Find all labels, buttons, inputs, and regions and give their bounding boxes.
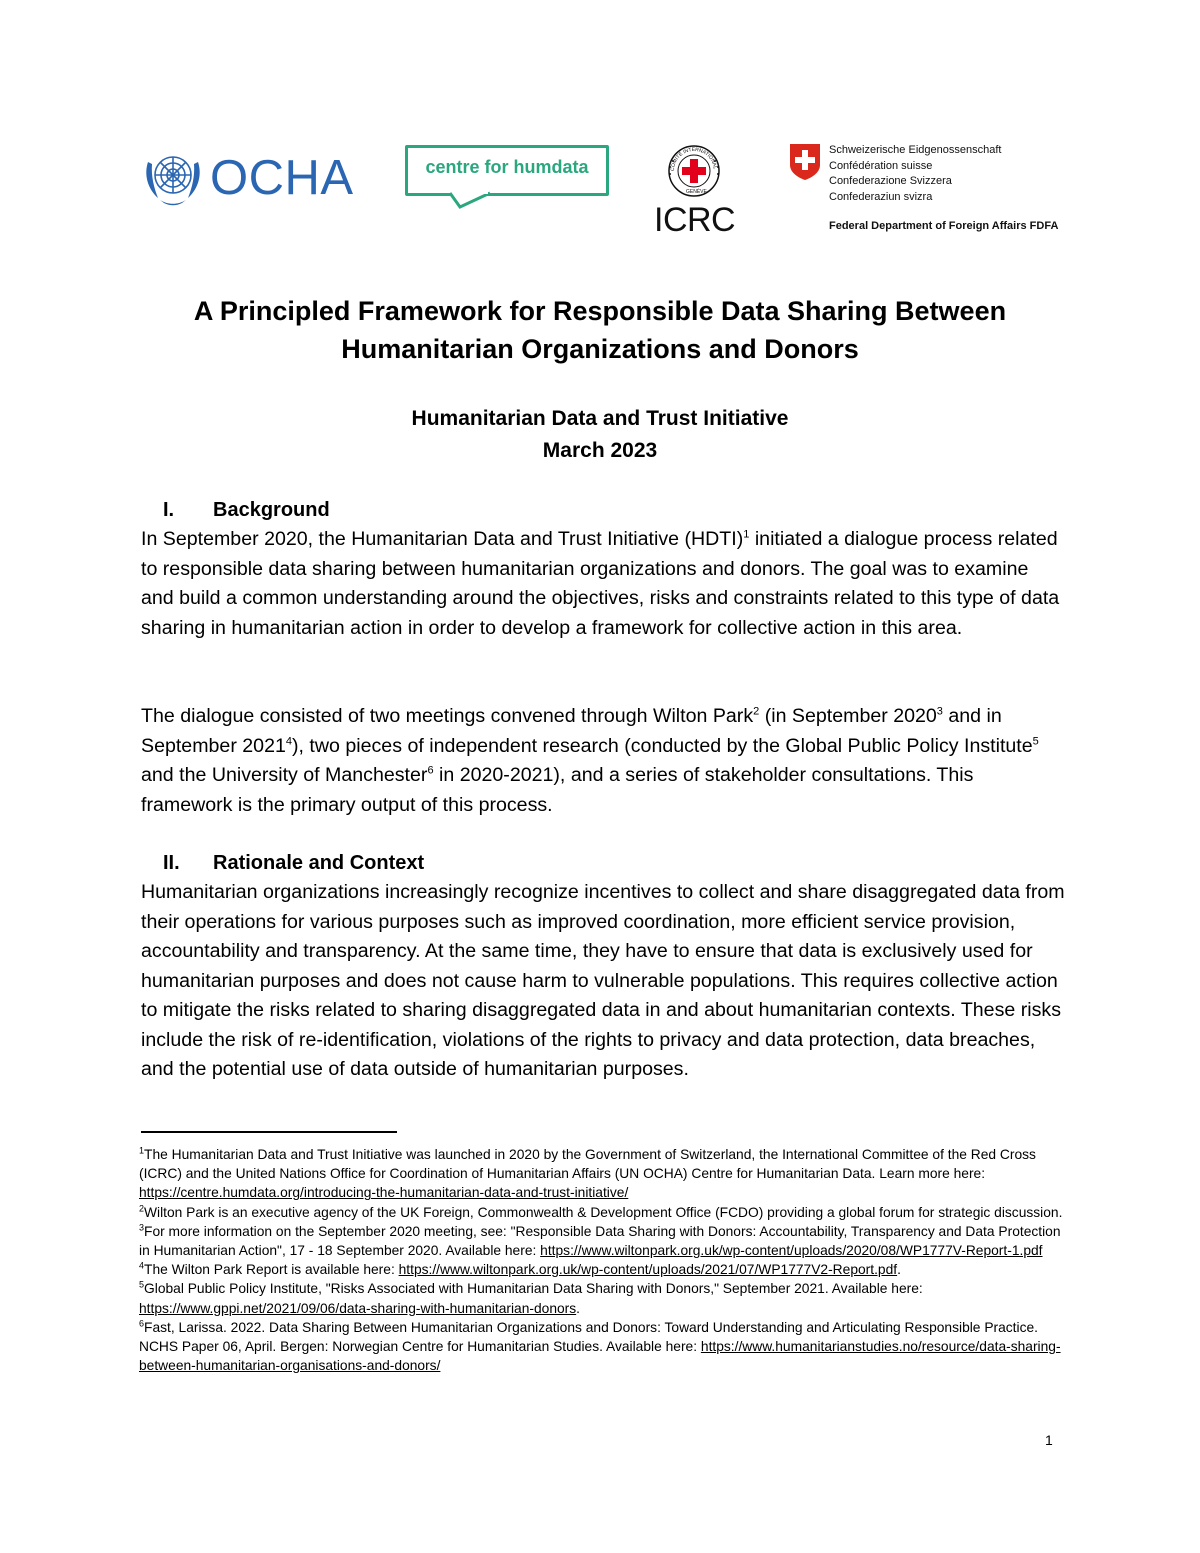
swiss-name-de: Schweizerische Eidgenossenschaft (829, 144, 1002, 156)
ocha-wordmark: OCHA (210, 151, 354, 205)
footnote-text: . (897, 1262, 901, 1278)
footnote-text: The Wilton Park Report is available here: (144, 1262, 399, 1278)
text-run: The dialogue consisted of two meetings convened through Wilton Park (141, 705, 754, 727)
footnote-link[interactable]: https://www.humanitarianstudies.no/resource/data-sharing-between-humanitarian-organisations-and-donors/ (139, 1339, 1061, 1374)
background-paragraph-2 (141, 702, 1066, 820)
footnote-number: 5 (139, 1279, 145, 1290)
footnote-text: The Humanitarian Data and Trust Initiative was launched in 2020 by the Government of Switzerland, the International Committee of the Red Cross (ICRC) and the United Nations Office for Coordination of Humanitarian Affairs (UN OCHA) Centre for Humanitarian Data. Learn more here: (139, 1147, 1036, 1182)
text-run: in 2020-2021), and a series of stakeholder consultations. This framework is the primary output of this process. (141, 764, 974, 816)
swiss-names (829, 143, 1001, 205)
footnote-link[interactable]: https://www.wiltonpark.org.uk/wp-content/uploads/2020/08/WP1777V-Report-1.pdf (540, 1243, 1043, 1259)
footnote-2 (139, 1203, 1069, 1222)
icrc-wordmark: ICRC (654, 201, 736, 239)
footnote-number: 2 (139, 1203, 145, 1214)
section-number: II. (163, 852, 180, 874)
text-run: Humanitarian organizations increasingly recognize incentives to collect and share disaggregated data from their operations for various purposes such as improved coordination, more efficient service provision, accountability and transparency. At the same time, they have to ensure that data is exclusively used for humanitarian purposes and does not cause harm to vulnerable populations. This requires collective action to mitigate the risks related to sharing disaggregated data in and about humanitarian contexts. These risks include the risk of re-identification, violations of the rights to privacy and data protection, data breaches, and the potential use of data outside of humanitarian purposes. (141, 881, 1065, 1080)
footnote-5 (139, 1279, 1069, 1317)
document-date: March 2023 (542, 439, 658, 462)
footnotes (139, 1145, 1069, 1375)
icrc-seal-icon (653, 143, 737, 203)
footnote-ref[interactable]: 4 (285, 734, 293, 747)
text-run: and in September 2021 (141, 705, 1002, 757)
footnote-ref[interactable]: 3 (936, 705, 943, 718)
text-run: ), two pieces of independent research (conducted by the Global Public Policy Institute (292, 734, 1033, 757)
humdata-logo (405, 145, 607, 209)
document-title-line-2: Humanitarian Organizations and Donors (341, 334, 859, 364)
footnote-number: 4 (139, 1260, 145, 1271)
footnote-3 (139, 1222, 1069, 1260)
footnote-text: Global Public Policy Institute, "Risks Associated with Humanitarian Data Sharing with Donors," September 2021. Available here: (144, 1281, 923, 1297)
footnote-text: . (576, 1300, 580, 1316)
text-run: and the University of Manchester (141, 764, 428, 786)
footnote-link[interactable]: https://www.gppi.net/2021/09/06/data-sharing-with-humanitarian-donors (139, 1300, 577, 1316)
rationale-paragraph-1 (141, 878, 1066, 1085)
section-number: I. (163, 499, 175, 521)
footnote-divider (141, 1131, 397, 1133)
text-run: In September 2020, the Humanitarian Data and Trust Initiative (HDTI) (141, 528, 744, 550)
swiss-fdfa-logo (789, 143, 1079, 238)
section-heading-background (163, 497, 330, 523)
section-title: Background (213, 499, 330, 521)
footnote-6 (139, 1318, 1069, 1376)
background-paragraph-1 (141, 525, 1066, 643)
text-run: initiated a dialogue process related to responsible data sharing between humanitarian organizations and donors. The goal was to examine and build a common understanding around the objectives, risks and constraints related to this type of data sharing in humanitarian action in order to develop a framework for collective action in this area. (141, 528, 1060, 639)
humdata-wordmark: centre for humdata (425, 157, 589, 177)
swiss-name-it: Confederazione Svizzera (829, 175, 952, 187)
icrc-seal-city: GENÈVE (686, 189, 707, 195)
initiative-name: Humanitarian Data and Trust Initiative (411, 407, 789, 430)
icrc-logo (653, 143, 737, 239)
section-heading-rationale (163, 850, 424, 876)
swiss-name-fr: Confédération suisse (829, 159, 933, 172)
footnote-ref[interactable]: 2 (753, 705, 760, 718)
ocha-logo (142, 148, 360, 208)
footnote-text: Wilton Park is an executive agency of the UK Foreign, Commonwealth & Development Office (FCDO) providing a global forum for strategic discussion. (144, 1204, 1063, 1220)
fdfa-name: Federal Department of Foreign Affairs FDFA (829, 220, 1059, 232)
document-subtitle (0, 403, 1200, 467)
text-run: (in September 2020 (759, 705, 937, 727)
page-number: 1 (1045, 1432, 1053, 1448)
footnote-text: Fast, Larissa. 2022. Data Sharing Between Humanitarian Organizations and Donors: Toward Understanding and Articulating Responsible Practice. NCHS Paper 06, April. Bergen: Norwegian Centre for Humanitarian Studies. Available here: (139, 1319, 1038, 1355)
footnote-number: 1 (139, 1145, 145, 1156)
footnote-ref[interactable]: 6 (427, 764, 434, 777)
footnote-number: 3 (139, 1222, 145, 1233)
speech-bubble-tail-icon (450, 191, 530, 211)
footnote-number: 6 (139, 1318, 145, 1329)
section-title: Rationale and Context (213, 852, 425, 874)
footnote-link[interactable]: https://www.wiltonpark.org.uk/wp-content/uploads/2021/07/WP1777V2-Report.pdf (398, 1262, 898, 1278)
swiss-name-rm: Confederaziun svizra (829, 190, 933, 203)
icrc-seal-text: COMITÉ INTERNATIONAL (669, 146, 718, 172)
document-title-line-1: A Principled Framework for Responsible Data Sharing Between (193, 296, 1007, 326)
footnote-ref[interactable]: 5 (1032, 734, 1039, 747)
document-title (0, 292, 1200, 368)
un-emblem-icon (142, 148, 204, 208)
footnote-ref[interactable]: 1 (743, 528, 750, 541)
footnote-4 (139, 1260, 1069, 1279)
footnote-link[interactable]: https://centre.humdata.org/introducing-the-humanitarian-data-and-trust-initiative/ (139, 1185, 629, 1201)
swiss-cross-icon (789, 143, 821, 181)
footnote-1 (139, 1145, 1069, 1203)
footnote-text: For more information on the September 2020 meeting, see: "Responsible Data Sharing with Donors: Accountability, Transparency and Data Protection in Humanitarian Action", 17 - 18 September 2020. Available here: (139, 1223, 1061, 1259)
